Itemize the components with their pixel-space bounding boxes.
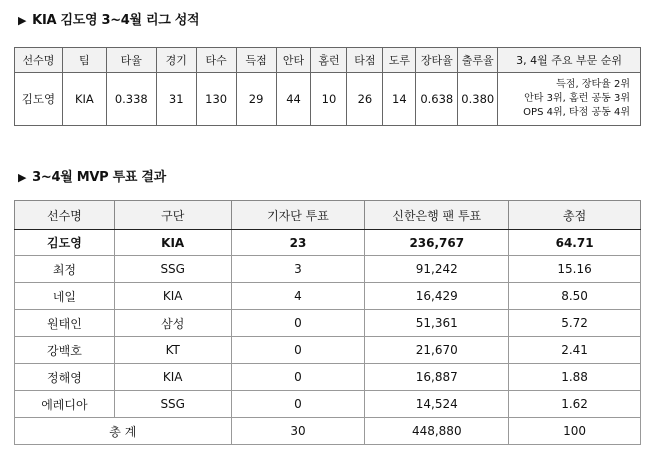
table-cell: 1.88 (509, 364, 641, 391)
table-cell: 최정 (15, 256, 115, 283)
triangle-bullet-icon: ▶ (18, 14, 27, 27)
section-title-league-stats (18, 9, 199, 28)
header-cell: 선수명 (15, 48, 63, 73)
table-row (15, 391, 641, 418)
table-cell: 30 (231, 418, 365, 445)
league-stats-table (14, 47, 641, 126)
header-cell: 홈런 (311, 48, 347, 73)
table-cell: 21,670 (365, 337, 509, 364)
table-cell: 29 (236, 73, 276, 126)
header-cell: 기자단 투표 (231, 201, 365, 230)
table-cell: 91,242 (365, 256, 509, 283)
total-label-cell: 총 계 (15, 418, 232, 445)
table-cell: 4 (231, 283, 365, 310)
table-cell: 김도영 (15, 230, 115, 256)
table-cell: 8.50 (509, 283, 641, 310)
header-cell: 3, 4월 주요 부문 순위 (498, 48, 641, 73)
header-cell: 팀 (62, 48, 106, 73)
header-cell: 선수명 (15, 201, 115, 230)
table-cell: 16,429 (365, 283, 509, 310)
table-header-row (15, 48, 641, 73)
table-cell: 1.62 (509, 391, 641, 418)
table-cell: 26 (347, 73, 383, 126)
ranking-notes-cell (498, 73, 641, 126)
table-cell: 16,887 (365, 364, 509, 391)
header-cell: 타율 (106, 48, 156, 73)
table-row (15, 256, 641, 283)
table-cell: 0 (231, 391, 365, 418)
table-cell: SSG (114, 256, 231, 283)
header-cell: 경기 (156, 48, 196, 73)
header-cell: 구단 (114, 201, 231, 230)
table-cell: KT (114, 337, 231, 364)
table-cell: 44 (276, 73, 311, 126)
table-cell: 15.16 (509, 256, 641, 283)
ranking-note: OPS 4위, 타점 공동 4위 (523, 107, 630, 118)
header-cell: 타수 (196, 48, 236, 73)
ranking-note: 득점, 장타율 2위 (556, 79, 630, 90)
table-row-total (15, 418, 641, 445)
table-cell: 강백호 (15, 337, 115, 364)
table-cell: KIA (114, 230, 231, 256)
table-cell: 130 (196, 73, 236, 126)
header-cell: 출루율 (458, 48, 498, 73)
table-cell: 0 (231, 337, 365, 364)
table-cell: 236,767 (365, 230, 509, 256)
table-cell: 14,524 (365, 391, 509, 418)
table-cell: 삼성 (114, 310, 231, 337)
table-row (15, 283, 641, 310)
table-cell: 31 (156, 73, 196, 126)
header-cell: 도루 (383, 48, 416, 73)
table-cell: 100 (509, 418, 641, 445)
table-row (15, 73, 641, 126)
table-header-row (15, 201, 641, 230)
section-title-text: 3~4월 MVP 투표 결과 (32, 170, 166, 185)
table-cell: 64.71 (509, 230, 641, 256)
table-cell: 448,880 (365, 418, 509, 445)
table-cell: 0.638 (416, 73, 458, 126)
ranking-note: 안타 3위, 홈런 공동 3위 (524, 93, 630, 104)
table-cell: 0 (231, 310, 365, 337)
table-cell: 네일 (15, 283, 115, 310)
table-cell: KIA (114, 364, 231, 391)
table-row (15, 364, 641, 391)
table-cell: KIA (114, 283, 231, 310)
table-cell: 3 (231, 256, 365, 283)
triangle-bullet-icon: ▶ (18, 171, 27, 184)
table-cell: 정해영 (15, 364, 115, 391)
table-row (15, 337, 641, 364)
table-cell: 0 (231, 364, 365, 391)
header-cell: 안타 (276, 48, 311, 73)
table-cell: 51,361 (365, 310, 509, 337)
header-cell: 총점 (509, 201, 641, 230)
table-cell: 10 (311, 73, 347, 126)
table-row-winner (15, 230, 641, 256)
table-cell: 김도영 (15, 73, 63, 126)
table-cell: 에레디아 (15, 391, 115, 418)
table-cell: 14 (383, 73, 416, 126)
header-cell: 타점 (347, 48, 383, 73)
mvp-vote-table (14, 200, 641, 445)
section-title-mvp-vote (18, 166, 166, 185)
section-title-text: KIA 김도영 3~4월 리그 성적 (32, 13, 200, 28)
header-cell: 득점 (236, 48, 276, 73)
header-cell: 장타율 (416, 48, 458, 73)
table-cell: 0.338 (106, 73, 156, 126)
table-cell: 23 (231, 230, 365, 256)
table-cell: 5.72 (509, 310, 641, 337)
table-cell: 0.380 (458, 73, 498, 126)
table-cell: SSG (114, 391, 231, 418)
header-cell: 신한은행 팬 투표 (365, 201, 509, 230)
table-cell: 원태인 (15, 310, 115, 337)
table-row (15, 310, 641, 337)
table-cell: KIA (62, 73, 106, 126)
table-cell: 2.41 (509, 337, 641, 364)
